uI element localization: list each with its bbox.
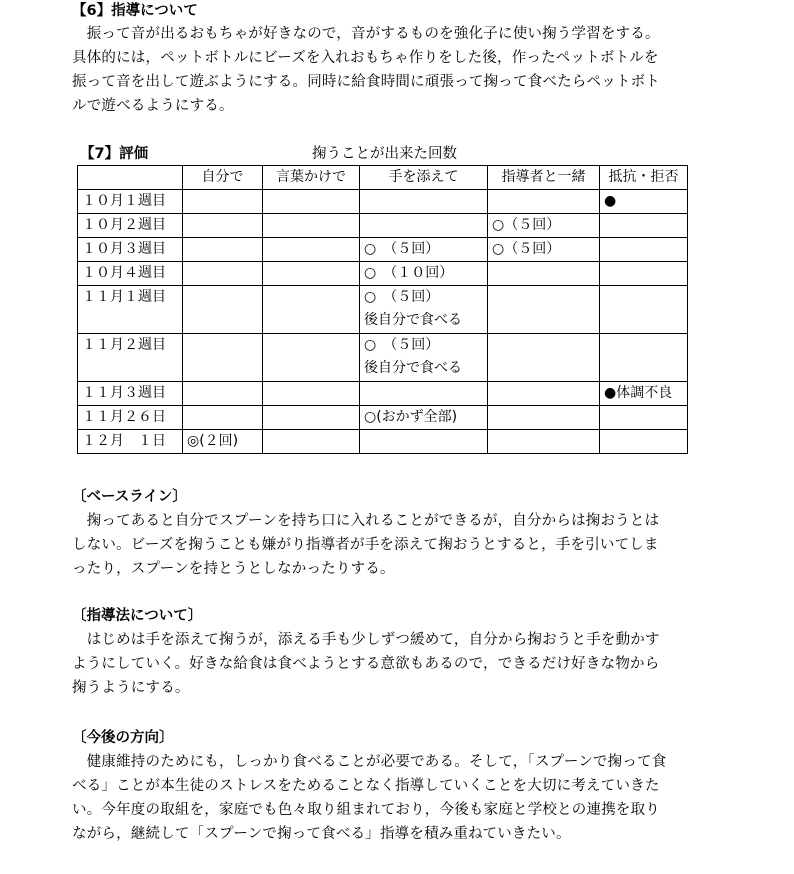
table-cell-self: ◎(２回) [183, 430, 263, 454]
section-baseline-line-2: しない。ビーズを掬うことも嫌がり指導者が手を添えて掬おうとすると，手を引いてしま [72, 537, 659, 553]
table-row [78, 406, 688, 430]
table-cell-self [183, 190, 263, 214]
column-header-week [78, 166, 183, 190]
evaluation-caption: 掬うことが出来た回数 [312, 146, 457, 162]
table-row [78, 430, 688, 454]
table-cell-with-teacher [488, 430, 600, 454]
table-cell-verbal-prompt [263, 406, 360, 430]
table-row [78, 190, 688, 214]
table-cell-week: １２月 １日 [78, 430, 183, 454]
table-cell-verbal-prompt [263, 430, 360, 454]
table-cell-verbal-prompt [263, 334, 360, 382]
table-cell-resistance [600, 406, 688, 430]
table-cell-week: １０月１週目 [78, 190, 183, 214]
table-cell-self [183, 238, 263, 262]
evaluation-heading: 【7】評価 [80, 146, 149, 162]
table-cell-self [183, 214, 263, 238]
section-baseline-line-3: ったり，スプーンを持とうとしなかったりする。 [72, 561, 395, 577]
column-header-resistance: 抵抗・拒否 [600, 166, 688, 190]
section-future [72, 726, 732, 846]
table-cell-hand-over-hand [360, 382, 488, 406]
table-cell-hand-over-hand [360, 334, 488, 382]
evaluation-title-row [72, 143, 732, 165]
table-cell-resistance [600, 286, 688, 334]
section-evaluation [72, 143, 732, 463]
table-cell-week: １１月２６日 [78, 406, 183, 430]
table-cell-with-teacher: ○（５回） [488, 214, 600, 238]
section-future-line-4: ながら，継続して「スプーンで掬って食べる」指導を積み重ねていきたい。 [72, 826, 571, 842]
table-cell-week: １０月３週目 [78, 238, 183, 262]
cell-line: ○ （５回） [364, 337, 440, 353]
table-cell-self [183, 382, 263, 406]
section-method-line-1: はじめは手を添えて掬うが，添える手も少しずつ緩めて，自分から掬おうと手を動かす [72, 632, 660, 648]
section-method [72, 604, 732, 700]
cell-line: 後自分で食べる [364, 360, 462, 376]
cell-line: ○ （５回） [364, 289, 440, 305]
section-future-line-2: べる」ことが本生徒のストレスをためることなく指導していくことを大切に考えていきた [72, 778, 660, 794]
table-cell-resistance [600, 262, 688, 286]
table-cell-resistance [600, 334, 688, 382]
section-guidance-line-2: 具体的には，ペットボトルにビーズを入れおもちゃ作りをした後，作ったペットボトルを [72, 50, 659, 66]
evaluation-header-row [78, 166, 688, 190]
section-future-heading: 〔今後の方向〕 [72, 730, 174, 746]
section-guidance-heading: 【6】指導について [72, 3, 198, 19]
column-header-verbal-prompt: 言葉かけで [263, 166, 360, 190]
table-cell-week: １０月２週目 [78, 214, 183, 238]
section-baseline-line-1: 掬ってあると自分でスプーンを持ち口に入れることができるが，自分からは掬おうとは [72, 513, 660, 529]
table-cell-self [183, 406, 263, 430]
section-guidance-line-1: 振って音が出るおもちゃが好きなので，音がするものを強化子に使い掬う学習をする。 [72, 26, 660, 42]
section-guidance-line-4: ルで遊べるようにする。 [72, 98, 234, 114]
section-method-heading: 〔指導法について〕 [72, 608, 203, 624]
table-cell-with-teacher [488, 334, 600, 382]
table-cell-week: １１月３週目 [78, 382, 183, 406]
table-cell-hand-over-hand: ○(おかず全部) [360, 406, 488, 430]
table-cell-week: １１月２週目 [78, 334, 183, 382]
table-cell-hand-over-hand [360, 286, 488, 334]
table-cell-hand-over-hand [360, 214, 488, 238]
table-cell-hand-over-hand: ○ （１０回） [360, 262, 488, 286]
table-cell-with-teacher [488, 286, 600, 334]
table-cell-with-teacher [488, 406, 600, 430]
table-cell-with-teacher [488, 262, 600, 286]
table-cell-self [183, 286, 263, 334]
table-cell-resistance [600, 430, 688, 454]
section-guidance-line-3: 振って音を出して遊ぶようにする。同時に給食時間に頑張って掬って食べたらペットボト [72, 74, 660, 90]
cell-line: 後自分で食べる [364, 312, 462, 328]
column-header-with-teacher: 指導者と一緒 [488, 166, 600, 190]
table-cell-hand-over-hand [360, 190, 488, 214]
section-baseline-heading: 〔ベースライン〕 [72, 489, 187, 505]
section-baseline [72, 485, 732, 581]
table-cell-week: １１月１週目 [78, 286, 183, 334]
table-cell-week: １０月４週目 [78, 262, 183, 286]
table-cell-self [183, 262, 263, 286]
table-cell-verbal-prompt [263, 382, 360, 406]
table-row [78, 262, 688, 286]
evaluation-table [77, 165, 688, 454]
table-cell-verbal-prompt [263, 214, 360, 238]
table-cell-verbal-prompt [263, 286, 360, 334]
table-cell-hand-over-hand: ○ （５回） [360, 238, 488, 262]
column-header-self: 自分で [183, 166, 263, 190]
table-cell-verbal-prompt [263, 262, 360, 286]
table-row [78, 382, 688, 406]
table-cell-resistance: ● [600, 190, 688, 214]
section-future-line-3: い。今年度の取組を，家庭でも色々取り組まれており，今後も家庭と学校との連携を取り [72, 802, 660, 818]
table-cell-hand-over-hand [360, 430, 488, 454]
table-row [78, 238, 688, 262]
table-cell-with-teacher [488, 190, 600, 214]
table-cell-self [183, 334, 263, 382]
table-cell-verbal-prompt [263, 190, 360, 214]
table-row [78, 286, 688, 334]
section-guidance [72, 0, 732, 118]
section-method-line-2: ようにしていく。好きな給食は食べようとする意欲もあるので，できるだけ好きな物から [72, 656, 660, 672]
table-row [78, 214, 688, 238]
section-future-line-1: 健康維持のためにも，しっかり食べることが必要である。そして，「スプーンで掬って食 [72, 754, 667, 770]
table-row [78, 334, 688, 382]
column-header-hand-over-hand: 手を添えて [360, 166, 488, 190]
table-cell-with-teacher [488, 382, 600, 406]
table-cell-resistance [600, 214, 688, 238]
table-cell-with-teacher: ○（５回） [488, 238, 600, 262]
table-cell-resistance: ●体調不良 [600, 382, 688, 406]
section-method-line-3: 掬うようにする。 [72, 680, 190, 696]
table-cell-resistance [600, 238, 688, 262]
table-cell-verbal-prompt [263, 238, 360, 262]
